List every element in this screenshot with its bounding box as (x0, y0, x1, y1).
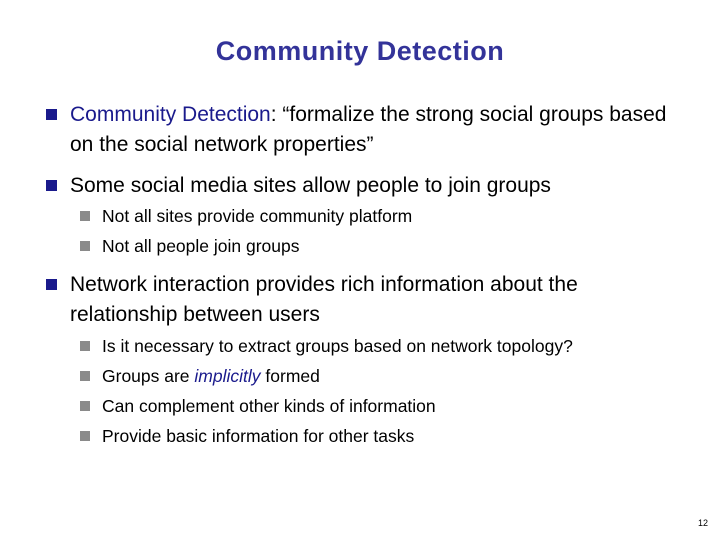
bullet-text: Some social media sites allow people to join groups (70, 174, 551, 197)
square-bullet-icon (80, 371, 90, 381)
bullet-social-media-groups (46, 171, 686, 201)
sub-bullet (80, 391, 680, 421)
sub-bullet-text: Provide basic information for other tasks (102, 426, 415, 446)
emphasis-text: implicitly (194, 366, 261, 386)
square-bullet-icon (80, 341, 90, 351)
sub-bullet (80, 421, 680, 451)
sub-bullet-text-post: formed (260, 366, 320, 386)
bullet-text: Network interaction provides rich information about the relationship between users (70, 273, 578, 326)
page-number: 12 (697, 518, 708, 528)
square-bullet-icon (80, 431, 90, 441)
bullet-text (70, 100, 686, 160)
sub-bullet-text-pre: Groups are (102, 366, 195, 386)
slide-title: Community Detection (215, 36, 505, 66)
bullet-rest: : “formalize the strong social groups based on the social network properties” (70, 103, 667, 156)
sub-bullet-text (102, 361, 320, 391)
square-bullet-icon (80, 241, 90, 251)
sub-bullet-text: Not all people join groups (102, 236, 300, 256)
sub-bullet-text: Is it necessary to extract groups based on network topology? (102, 336, 573, 356)
sub-bullet (80, 331, 680, 361)
square-bullet-icon (46, 109, 57, 120)
sub-bullet (80, 361, 680, 391)
bullet-community-detection (46, 100, 686, 160)
bullet-network-interaction (46, 270, 686, 330)
square-bullet-icon (80, 401, 90, 411)
sub-bullet-text: Can complement other kinds of information (102, 396, 436, 416)
square-bullet-icon (80, 211, 90, 221)
sub-bullet-text: Not all sites provide community platform (102, 206, 413, 226)
sub-bullet (80, 201, 680, 231)
sub-bullet (80, 231, 680, 261)
bullet-lead: Community Detection (70, 103, 271, 126)
square-bullet-icon (46, 279, 57, 290)
square-bullet-icon (46, 180, 57, 191)
